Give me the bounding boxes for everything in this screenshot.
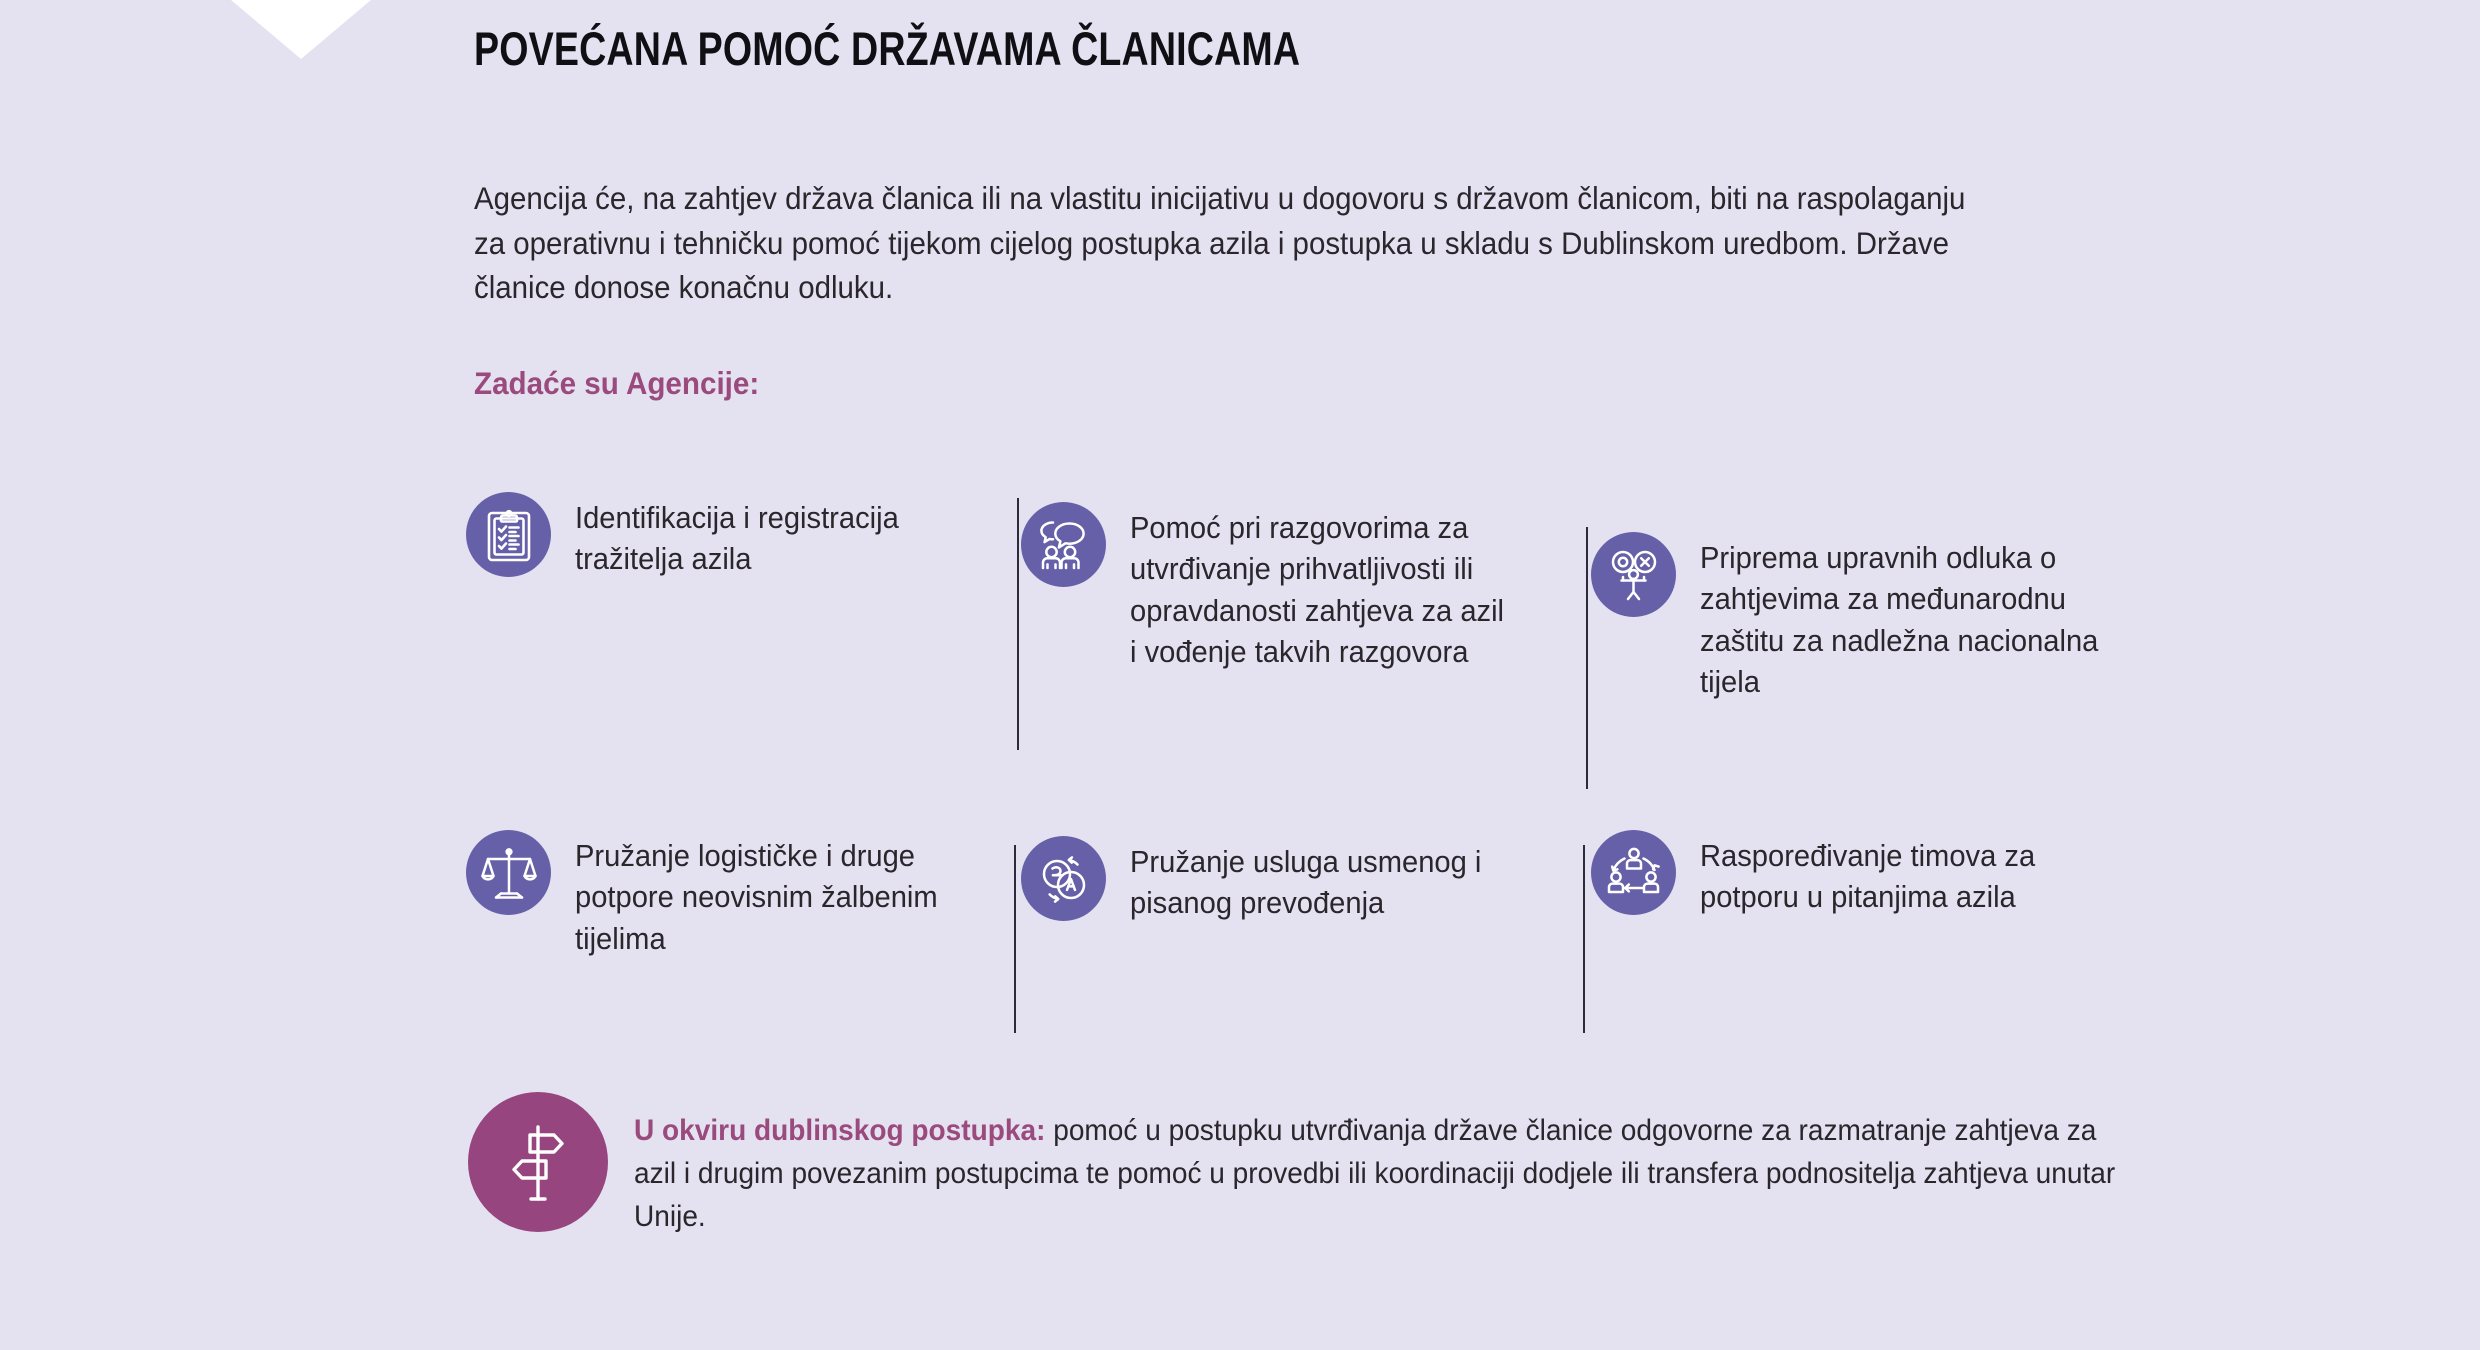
task-label: Priprema upravnih odluka o zahtjevima za međunarodnu zaštitu za nadležna nacionalna tijela — [1700, 541, 2099, 700]
top-notch-triangle — [231, 0, 371, 59]
task-grid — [466, 480, 2226, 1070]
interview-speech-bubbles-icon — [1021, 502, 1106, 587]
task-item — [466, 492, 986, 581]
callout-text — [634, 1092, 2134, 1239]
translation-icon — [1021, 836, 1106, 921]
task-label: Pružanje usluga usmenog i pisanog prevođenja — [1130, 845, 1482, 921]
page-title: POVEĆANA POMOĆ DRŽAVAMA ČLANICAMA — [474, 22, 1301, 75]
task-item — [1021, 836, 1531, 925]
task-row — [466, 830, 2226, 1070]
clipboard-checklist-icon — [466, 492, 551, 577]
callout-body: pomoć u postupku utvrđivanja države članice odgovorne za razmatranje zahtjeva za azil i drugim povezanim postupcima te pomoć u provedbi ili koordinaciji dodjele ili transfera podnositelja zahtjeva unutar Unije. — [634, 1114, 2116, 1234]
scales-of-justice-icon — [466, 830, 551, 915]
team-deployment-icon — [1591, 830, 1676, 915]
callout-strong-lead: U okviru dublinskog postupka: — [634, 1114, 1046, 1147]
task-label: Raspoređivanje timova za potporu u pitanjima azila — [1700, 839, 2036, 915]
intro-paragraph: Agencija će, na zahtjev država članica ili na vlastitu inicijativu u dogovoru s državom članicom, biti na raspolaganju za operativnu i tehničku pomoć tijekom cijelog postupka azila i postupka u skladu s Dublinskom uredbom. Države članice donose konačnu odluku. — [474, 180, 1966, 306]
task-item — [466, 830, 986, 960]
task-label: Identifikacija i registracija tražitelja azila — [575, 501, 899, 577]
task-item — [1021, 502, 1531, 674]
decision-approve-reject-icon — [1591, 532, 1676, 617]
task-item — [1591, 532, 2151, 704]
task-label: Pružanje logističke i druge potpore neovisnim žalbenim tijelima — [575, 839, 938, 956]
task-row — [466, 480, 2226, 830]
task-item — [1591, 830, 2151, 919]
signpost-icon — [468, 1092, 608, 1232]
task-label: Pomoć pri razgovorima za utvrđivanje prihvatljivosti ili opravdanosti zahtjeva za azil i vođenje takvih razgovora — [1130, 511, 1505, 670]
dublin-procedure-callout — [468, 1092, 2238, 1239]
section-lead-label: Zadaće su Agencije: — [474, 365, 760, 401]
